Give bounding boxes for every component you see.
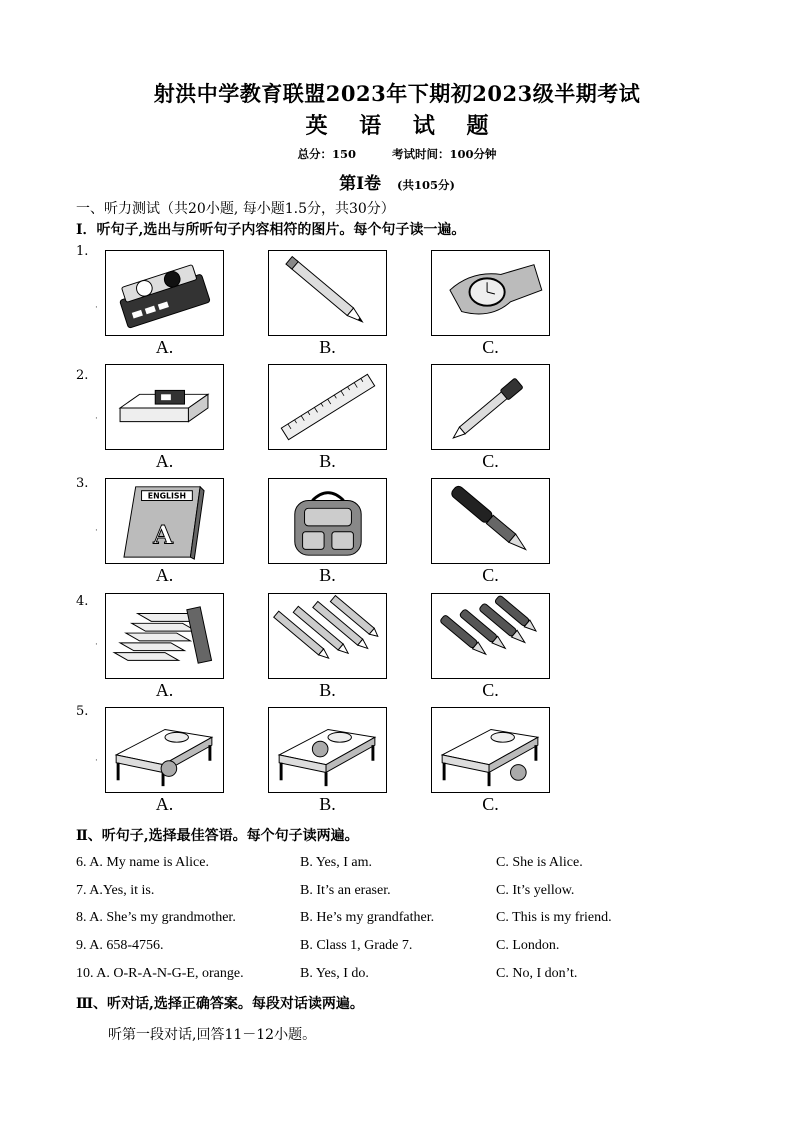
watch-icon: [432, 251, 549, 335]
answer-option[interactable]: 7. A.Yes, it is.: [76, 883, 155, 898]
question-number: 1.: [76, 244, 89, 259]
part2-heading: Ⅱ、听句子,选择最佳答语。每个句子读两遍。: [76, 828, 359, 844]
question-number: 4.: [76, 594, 89, 609]
option-picture[interactable]: [105, 593, 224, 679]
english-book-icon: [106, 479, 223, 563]
option-picture[interactable]: [268, 707, 387, 793]
option-caption: A.: [155, 451, 174, 471]
answer-option[interactable]: 6. A. My name is Alice.: [76, 855, 209, 870]
option-caption: C.: [482, 451, 499, 471]
exam-info: [0, 146, 794, 162]
option-caption: A.: [155, 565, 174, 585]
option-caption: A.: [155, 794, 174, 814]
answer-option[interactable]: B. He’s my grandfather.: [300, 910, 435, 925]
option-caption: C.: [482, 680, 499, 700]
option-picture[interactable]: [105, 250, 224, 336]
bed-ball-on-icon: [269, 708, 386, 792]
pencil-icon: [269, 251, 386, 335]
books-icon: [106, 594, 223, 678]
answer-option[interactable]: C. She is Alice.: [496, 855, 583, 870]
part1-heading: Ⅰ．听句子,选出与所听句子内容相符的图片。每个句子读一遍。: [76, 222, 466, 238]
answer-option[interactable]: B. It’s an eraser.: [300, 883, 391, 898]
option-picture[interactable]: [105, 478, 224, 564]
svg-text:ENGLISH: ENGLISH: [147, 491, 187, 501]
svg-text:A: A: [153, 519, 173, 550]
option-picture[interactable]: [431, 364, 550, 450]
pencils-icon: [269, 594, 386, 678]
option-caption: A.: [155, 337, 174, 357]
cassette-player-icon: [106, 251, 223, 335]
dialogue-note: 听第一段对话,回答11－12小题。: [108, 1027, 317, 1043]
exam-time: 考试时间：100分钟: [392, 147, 497, 161]
answer-option[interactable]: C. This is my friend.: [496, 910, 612, 925]
answer-option[interactable]: C. London.: [496, 938, 560, 953]
option-picture[interactable]: [268, 593, 387, 679]
volume-heading: [0, 169, 794, 194]
total-score: 总分：150: [297, 147, 356, 161]
answer-option[interactable]: B. Class 1, Grade 7.: [300, 938, 413, 953]
answer-option[interactable]: 8. A. She’s my grandmother.: [76, 910, 236, 925]
option-caption: B.: [319, 565, 336, 585]
question-number: 2.: [76, 368, 89, 383]
volume-label: 第Ⅰ卷: [339, 174, 382, 194]
eraser-icon: [106, 365, 223, 449]
volume-score: (共105分): [397, 178, 455, 192]
option-caption: A.: [155, 680, 174, 700]
option-picture[interactable]: [105, 707, 224, 793]
schoolbag-icon: [269, 479, 386, 563]
answer-option[interactable]: C. No, I don’t.: [496, 966, 578, 981]
option-picture[interactable]: [431, 707, 550, 793]
answer-option[interactable]: 10. A. O-R-A-N-G-E, orange.: [76, 966, 244, 981]
part3-heading: Ⅲ、听对话,选择正确答案。每段对话读两遍。: [76, 996, 364, 1012]
option-picture[interactable]: [268, 250, 387, 336]
option-caption: C.: [482, 337, 499, 357]
option-picture[interactable]: [431, 593, 550, 679]
answer-option[interactable]: B. Yes, I do.: [300, 966, 369, 981]
option-picture[interactable]: [431, 250, 550, 336]
option-caption: B.: [319, 680, 336, 700]
option-picture[interactable]: [268, 478, 387, 564]
option-picture[interactable]: [431, 478, 550, 564]
exam-title: 射洪中学教育联盟2023年下期初2023级半期考试: [153, 81, 641, 106]
option-caption: B.: [319, 794, 336, 814]
option-caption: C.: [482, 565, 499, 585]
fountain-pen-icon: [432, 479, 549, 563]
option-caption: B.: [319, 451, 336, 471]
pen-icon: [432, 365, 549, 449]
answer-option[interactable]: B. Yes, I am.: [300, 855, 372, 870]
option-picture[interactable]: [268, 364, 387, 450]
ruler-icon: [269, 365, 386, 449]
subject-title: 英 语 试 题: [305, 113, 501, 139]
option-caption: B.: [319, 337, 336, 357]
option-picture[interactable]: [105, 364, 224, 450]
answer-option[interactable]: 9. A. 658-4756.: [76, 938, 164, 953]
question-number: 3.: [76, 476, 89, 491]
section-listening: 一、听力测试（共20小题, 每小题1.5分，共30分）: [76, 201, 395, 217]
question-number: 5.: [76, 704, 89, 719]
bed-ball-beside-icon: [432, 708, 549, 792]
option-caption: C.: [482, 794, 499, 814]
answer-option[interactable]: C. It’s yellow.: [496, 883, 575, 898]
bed-ball-under-icon: [106, 708, 223, 792]
pens-icon: [432, 594, 549, 678]
